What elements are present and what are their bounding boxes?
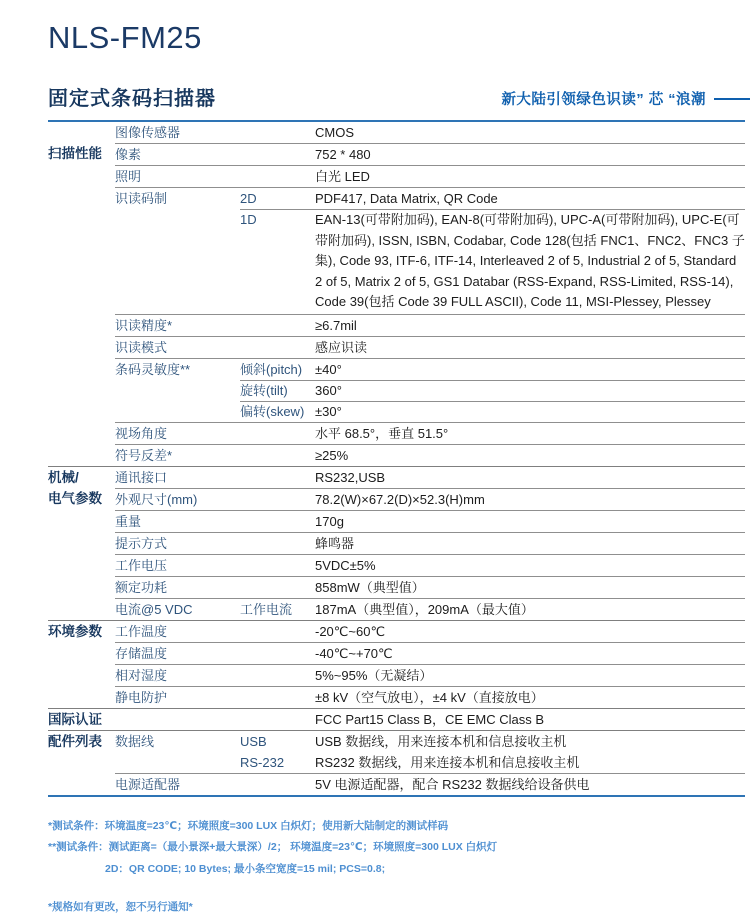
footnote-test-condition-2: **测试条件：测试距离=（最小景深+最大景深）/2； 环境温度=23℃；环境照度=300 LUX 白炽灯 [48, 841, 498, 854]
spec-sub-label [240, 774, 315, 795]
brand-tagline-text: 新大陆引领绿色识读” 芯 “浪潮 [501, 92, 706, 108]
spec-value: 5%~95%（无凝结） [315, 667, 433, 683]
spec-attr-label: 电流@5 VDC [115, 601, 193, 617]
spec-attr-label: 条码灵敏度** [115, 361, 191, 377]
spec-row [115, 731, 745, 752]
spec-attr-label: 视场角度 [115, 425, 168, 441]
spec-attr-label [115, 709, 240, 730]
spec-value: ±40° [315, 361, 342, 377]
spec-value: ≥25% [315, 447, 349, 463]
spec-row [115, 314, 745, 336]
spec-sub-label: 工作电流 [240, 601, 293, 617]
spec-sub-label [240, 423, 315, 444]
spec-value: -40℃~+70℃ [315, 645, 393, 661]
section-mechanical-electrical [48, 466, 745, 620]
spec-attr-label: 图像传感器 [115, 125, 181, 140]
datasheet-page [0, 20, 750, 919]
section-label: 环境参数 [48, 623, 102, 639]
spec-row [115, 532, 745, 554]
spec-attr-label: 识读模式 [115, 339, 168, 355]
spec-sub-label [240, 533, 315, 554]
spec-sub-label [240, 665, 315, 686]
spec-attr-label: 工作电压 [115, 557, 168, 573]
tagline-dash-line [714, 98, 750, 100]
spec-row [115, 444, 745, 466]
spec-sub-label [240, 687, 315, 708]
spec-row [115, 598, 745, 620]
section-label: 配件列表 [48, 733, 102, 749]
spec-attr-label: 外观尺寸(mm) [115, 491, 198, 507]
spec-sub-label [240, 709, 315, 730]
spec-attr-label: 照明 [115, 169, 142, 184]
spec-sub-label: 1D [240, 212, 257, 227]
spec-attr-label: 静电防护 [115, 689, 168, 705]
spec-attr-label: 重量 [115, 513, 142, 529]
section-scanning-performance [48, 122, 745, 466]
product-subtitle: 固定式条码扫描器 [48, 88, 216, 110]
spec-row [115, 686, 745, 708]
spec-sub-label [240, 144, 315, 165]
footnote-disclaimer: *规格如有更改，恕不另行通知* [48, 901, 193, 914]
spec-attr-label [115, 209, 240, 314]
spec-value: RS232 数据线，用来连接本机和信息接收主机 [315, 754, 580, 770]
spec-row [115, 422, 745, 444]
spec-value: 858mW（典型值） [315, 579, 425, 595]
spec-attr-label: 额定功耗 [115, 579, 168, 595]
spec-value: 360° [315, 382, 342, 398]
spec-sub-label [240, 315, 315, 336]
spec-value: 78.2(W)×67.2(D)×52.3(H)mm [315, 491, 485, 507]
spec-row [115, 752, 745, 773]
spec-sub-label [240, 166, 315, 187]
spec-row [115, 576, 745, 598]
spec-sub-label [240, 555, 315, 576]
spec-row [115, 401, 745, 422]
spec-row [115, 664, 745, 686]
spec-value: PDF417, Data Matrix, QR Code [315, 191, 498, 206]
section-label: 国际认证 [48, 711, 102, 727]
spec-sub-label: RS-232 [240, 754, 285, 770]
spec-value: -20℃~60℃ [315, 623, 386, 639]
spec-value: EAN-13(可带附加码), EAN-8(可带附加码), UPC-A(可带附加码), UPC-E(可带附加码), ISSN, ISBN, Codabar, Code 128(包括 FNC1、FNC2、FNC3 子集), Code 93, ITF-6, ITF-14, Interleaved 2 of 5, Industrial 2 of 5, Standard 2 of 5, Matrix 2 of 5, GS1 Databar (RSS-Expand, RSS-Limited, RSS-14), Code 39(包括 Code 39 FULL ASCII), Code 11, MSI-Plessey, Plessey [315, 212, 745, 310]
spec-attr-label: 识读精度* [115, 317, 173, 333]
spec-value: 水平 68.5°，垂直 51.5° [315, 425, 449, 441]
spec-attr-label: 提示方式 [115, 535, 168, 551]
spec-value: 752 * 480 [315, 147, 371, 162]
header-row [48, 82, 745, 111]
spec-sub-label [240, 621, 315, 642]
spec-attr-label [115, 752, 240, 773]
spec-row [115, 165, 745, 187]
spec-value: FCC Part15 Class B，CE EMC Class B [315, 711, 544, 727]
spec-value: ±8 kV（空气放电），±4 kV（直接放电） [315, 689, 544, 705]
spec-value: 白光 LED [315, 169, 370, 184]
section-environmental [48, 620, 745, 708]
spec-attr-label: 通讯接口 [115, 469, 168, 485]
footnotes [48, 816, 745, 919]
section-accessories [48, 730, 745, 795]
spec-row [115, 510, 745, 532]
spec-attr-label [115, 380, 240, 401]
spec-sub-label: 偏转(skew) [240, 403, 305, 419]
spec-sub-label [240, 577, 315, 598]
spec-row [115, 143, 745, 165]
spec-value: RS232,USB [315, 469, 386, 485]
spec-sub-label [240, 643, 315, 664]
spec-attr-label [115, 401, 240, 422]
spec-value: 5VDC±5% [315, 557, 376, 573]
spec-sub-label [240, 122, 315, 143]
spec-row [115, 122, 745, 143]
spec-row [115, 187, 745, 209]
spec-row [115, 773, 745, 795]
spec-attr-label: 相对湿度 [115, 667, 168, 683]
spec-sub-label [240, 511, 315, 532]
spec-value: 蜂鸣器 [315, 535, 355, 551]
spec-value: ±30° [315, 403, 342, 419]
spec-sub-label: 2D [240, 191, 257, 206]
spec-attr-label: 符号反差* [115, 447, 173, 463]
footnote-test-condition-2b: 2D：QR CODE; 10 Bytes; 最小条空宽度=15 mil; PCS=0.8; [105, 862, 386, 875]
spec-sub-label: USB [240, 733, 267, 749]
spec-value: 170g [315, 513, 344, 529]
spec-sub-label [240, 467, 315, 488]
spec-row [115, 336, 745, 358]
spec-attr-label: 像素 [115, 147, 142, 162]
spec-attr-label: 识读码制 [115, 191, 168, 206]
section-certifications [48, 708, 745, 730]
spec-attr-label: 数据线 [115, 733, 155, 749]
spec-attr-label: 存储温度 [115, 645, 168, 661]
spec-attr-label: 工作温度 [115, 623, 168, 639]
spec-row [115, 358, 745, 380]
spec-sub-label: 旋转(tilt) [240, 382, 288, 398]
spec-sub-label [240, 445, 315, 466]
spec-sub-label [240, 337, 315, 358]
spec-sub-label: 倾斜(pitch) [240, 361, 303, 377]
spec-row [115, 709, 745, 730]
footnote-test-condition-1: *测试条件：环境温度=23℃；环境照度=300 LUX 白炽灯；使用新大陆制定的测试样码 [48, 819, 449, 832]
spec-row [115, 554, 745, 576]
spec-row [115, 380, 745, 401]
product-title: NLS-FM25 [48, 20, 202, 55]
spec-value: USB 数据线，用来连接本机和信息接收主机 [315, 733, 567, 749]
spec-value: CMOS [315, 125, 354, 140]
spec-row [115, 209, 745, 314]
spec-row [115, 488, 745, 510]
brand-tagline [501, 88, 745, 111]
spec-row [115, 642, 745, 664]
spec-sub-label [240, 489, 315, 510]
spec-table [48, 120, 745, 797]
spec-value: 感应识读 [315, 339, 368, 355]
spec-value: ≥6.7mil [315, 317, 357, 333]
spec-row [115, 467, 745, 488]
section-label: 机械/ 电气参数 [48, 469, 102, 506]
spec-value: 187mA（典型值），209mA（最大值） [315, 601, 534, 617]
spec-row [115, 621, 745, 642]
spec-attr-label: 电源适配器 [115, 776, 181, 792]
section-label: 扫描性能 [48, 146, 102, 161]
spec-value: 5V 电源适配器，配合 RS232 数据线给设备供电 [315, 776, 590, 792]
